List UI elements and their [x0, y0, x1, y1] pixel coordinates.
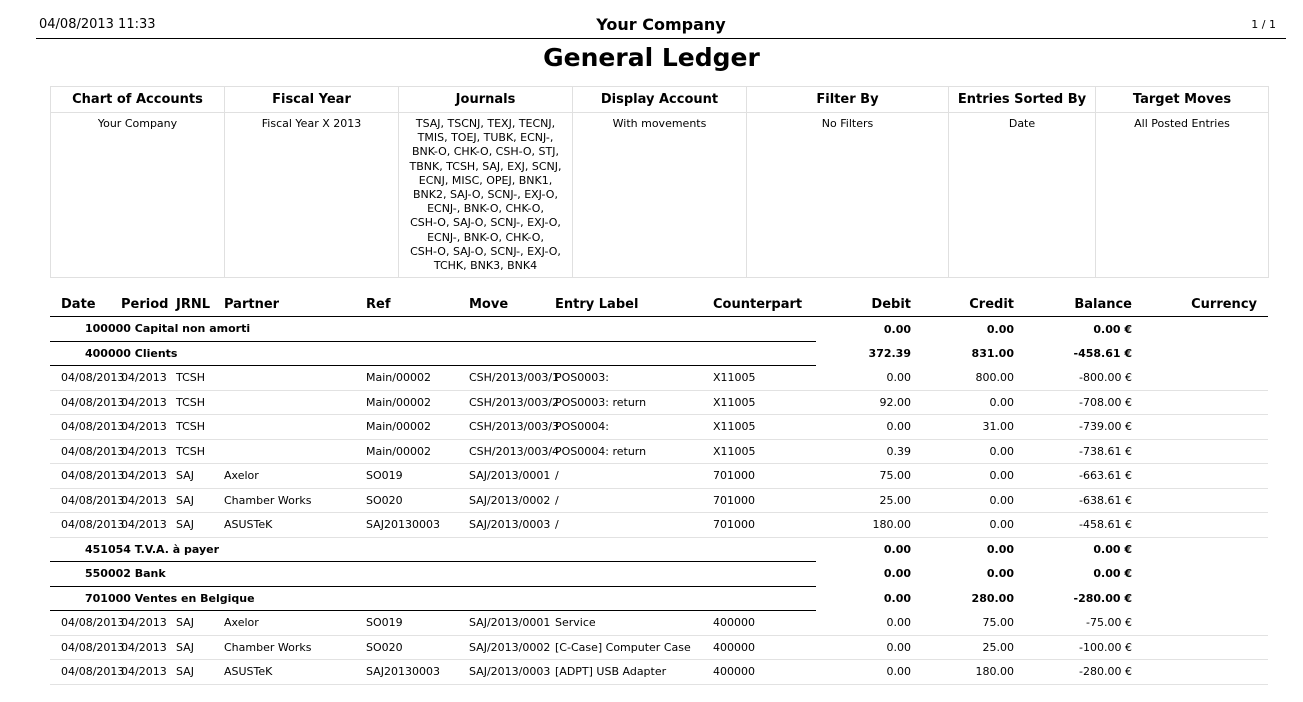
entry-balance: -100.00 € — [1014, 635, 1132, 660]
param-chart: Your Company — [51, 113, 225, 278]
entry-credit: 0.00 — [911, 464, 1014, 489]
entry-counterpart: X11005 — [713, 439, 816, 464]
company-name: Your Company — [596, 15, 726, 34]
entry-currency — [1132, 488, 1268, 513]
entry-counterpart: 701000 — [713, 513, 816, 538]
param-header-sorted-by: Entries Sorted By — [949, 87, 1096, 113]
account-debit: 0.00 — [883, 322, 911, 336]
entry-ref: SO019 — [366, 464, 469, 489]
account-name: 550002 Bank — [50, 562, 816, 587]
entry-partner: Chamber Works — [224, 488, 366, 513]
entry-jrnl: SAJ — [176, 660, 224, 685]
entry-jrnl: SAJ — [176, 611, 224, 636]
entry-move: CSH/2013/003/3 — [469, 415, 555, 440]
entry-date: 04/08/2013 — [50, 635, 121, 660]
entry-ref: Main/00002 — [366, 390, 469, 415]
entry-date: 04/08/2013 — [50, 611, 121, 636]
param-header-chart: Chart of Accounts — [51, 87, 225, 113]
entry-period: 04/2013 — [121, 513, 176, 538]
entry-partner: Chamber Works — [224, 635, 366, 660]
account-credit: 280.00 — [971, 591, 1014, 605]
account-row — [50, 317, 1268, 342]
account-name: 451054 T.V.A. à payer — [50, 537, 816, 562]
entry-ref: SAJ20130003 — [366, 660, 469, 685]
entry-move: CSH/2013/003/2 — [469, 390, 555, 415]
col-ref: Ref — [366, 293, 469, 317]
entry-move: SAJ/2013/0001 — [469, 611, 555, 636]
journal-line: ECNJ-, BNK-O, CHK-O, — [427, 230, 544, 244]
col-period: Period — [121, 293, 176, 317]
account-balance: -458.61 € — [1073, 346, 1132, 360]
entry-label: POS0003: — [555, 366, 713, 391]
account-debit: 0.00 — [883, 591, 911, 605]
print-datetime: 04/08/2013 11:33 — [39, 17, 156, 32]
account-currency — [1132, 586, 1268, 611]
entry-debit: 25.00 — [816, 488, 911, 513]
entry-label: / — [555, 464, 713, 489]
entry-currency — [1132, 415, 1268, 440]
entry-balance: -663.61 € — [1014, 464, 1132, 489]
entry-row — [50, 390, 1268, 415]
entry-debit: 75.00 — [816, 464, 911, 489]
entry-partner: ASUSTeK — [224, 513, 366, 538]
entry-currency — [1132, 464, 1268, 489]
journal-line: TSAJ, TSCNJ, TEXJ, TECNJ, — [415, 117, 556, 130]
col-date: Date — [50, 293, 121, 317]
entry-move: CSH/2013/003/1 — [469, 366, 555, 391]
entry-move: SAJ/2013/0003 — [469, 660, 555, 685]
entry-row — [50, 611, 1268, 636]
account-balance: 0.00 € — [1093, 322, 1132, 336]
account-currency — [1132, 317, 1268, 342]
col-counterpart: Counterpart — [713, 293, 816, 317]
entry-row — [50, 366, 1268, 391]
entry-debit: 0.00 — [816, 660, 911, 685]
entry-period: 04/2013 — [121, 439, 176, 464]
param-header-filter-by: Filter By — [747, 87, 949, 113]
entry-balance: -280.00 € — [1014, 660, 1132, 685]
journal-line: BNK-O, CHK-O, CSH-O, STJ, — [411, 145, 559, 159]
entry-partner — [224, 439, 366, 464]
entry-debit: 0.00 — [816, 366, 911, 391]
account-currency — [1132, 341, 1268, 366]
param-header-target-moves: Target Moves — [1096, 87, 1269, 113]
ledger-table — [50, 293, 1268, 685]
entry-counterpart: 701000 — [713, 464, 816, 489]
col-debit: Debit — [816, 293, 911, 317]
entry-balance: -75.00 € — [1014, 611, 1132, 636]
entry-label: / — [555, 488, 713, 513]
account-debit: 0.00 — [883, 543, 911, 556]
param-header-display-account: Display Account — [573, 87, 747, 113]
entry-debit: 0.39 — [816, 439, 911, 464]
account-credit: 0.00 — [986, 567, 1014, 581]
entry-counterpart: X11005 — [713, 366, 816, 391]
account-credit: 0.00 — [986, 543, 1014, 556]
entry-jrnl: SAJ — [176, 513, 224, 538]
entry-ref: SO020 — [366, 635, 469, 660]
entry-jrnl: SAJ — [176, 635, 224, 660]
entry-partner — [224, 366, 366, 391]
entry-label: [C-Case] Computer Case — [555, 635, 713, 660]
entry-period: 04/2013 — [121, 366, 176, 391]
entry-ref: Main/00002 — [366, 366, 469, 391]
param-journals — [399, 113, 573, 278]
entry-balance: -458.61 € — [1014, 513, 1132, 538]
entry-label: POS0004: return — [555, 439, 713, 464]
entry-jrnl: TCSH — [176, 390, 224, 415]
entry-partner: Axelor — [224, 611, 366, 636]
col-entry-label: Entry Label — [555, 293, 713, 317]
entry-move: SAJ/2013/0002 — [469, 635, 555, 660]
account-currency — [1132, 537, 1268, 562]
entry-counterpart: 400000 — [713, 635, 816, 660]
entry-ref: Main/00002 — [366, 415, 469, 440]
account-balance: 0.00 € — [1093, 567, 1132, 581]
entry-balance: -800.00 € — [1014, 366, 1132, 391]
journal-line: TBNK, TCSH, SAJ, EXJ, SCNJ, — [409, 159, 562, 173]
entry-debit: 92.00 — [816, 390, 911, 415]
entry-partner — [224, 415, 366, 440]
report-header — [36, 14, 1286, 39]
col-balance: Balance — [1014, 293, 1132, 317]
param-fiscal-year: Fiscal Year X 2013 — [225, 113, 399, 278]
journal-line: ECNJ-, BNK-O, CHK-O, — [427, 202, 544, 216]
entry-credit: 75.00 — [911, 611, 1014, 636]
entry-jrnl: TCSH — [176, 366, 224, 391]
entry-label: POS0004: — [555, 415, 713, 440]
entry-debit: 0.00 — [816, 635, 911, 660]
entry-date: 04/08/2013 — [50, 415, 121, 440]
entry-row — [50, 488, 1268, 513]
account-row — [50, 562, 1268, 587]
entry-partner: ASUSTeK — [224, 660, 366, 685]
entry-date: 04/08/2013 — [50, 488, 121, 513]
entry-label: [ADPT] USB Adapter — [555, 660, 713, 685]
entry-move: SAJ/2013/0001 — [469, 464, 555, 489]
account-name: 701000 Ventes en Belgique — [50, 586, 816, 611]
entry-balance: -638.61 € — [1014, 488, 1132, 513]
entry-credit: 25.00 — [911, 635, 1014, 660]
param-filter-by: No Filters — [747, 113, 949, 278]
account-debit: 0.00 — [883, 567, 911, 581]
account-balance: -280.00 € — [1073, 591, 1132, 605]
entry-date: 04/08/2013 — [50, 366, 121, 391]
entry-date: 04/08/2013 — [50, 390, 121, 415]
entry-period: 04/2013 — [121, 464, 176, 489]
journal-line: CSH-O, SAJ-O, SCNJ-, EXJ-O, — [410, 216, 561, 230]
entry-label: / — [555, 513, 713, 538]
entry-row — [50, 415, 1268, 440]
journal-line: BNK2, SAJ-O, SCNJ-, EXJ-O, — [413, 188, 558, 202]
account-row — [50, 586, 1268, 611]
entry-currency — [1132, 611, 1268, 636]
entry-jrnl: SAJ — [176, 464, 224, 489]
col-currency: Currency — [1132, 293, 1268, 317]
entry-currency — [1132, 660, 1268, 685]
entry-row — [50, 660, 1268, 685]
entry-counterpart: X11005 — [713, 415, 816, 440]
entry-debit: 0.00 — [816, 415, 911, 440]
entry-balance: -738.61 € — [1014, 439, 1132, 464]
entry-move: SAJ/2013/0002 — [469, 488, 555, 513]
entry-date: 04/08/2013 — [50, 660, 121, 685]
account-row — [50, 341, 1268, 366]
entry-debit: 0.00 — [816, 611, 911, 636]
account-credit: 831.00 — [971, 346, 1014, 360]
param-target-moves: All Posted Entries — [1096, 113, 1269, 278]
param-header-journals: Journals — [399, 87, 573, 113]
entry-move: CSH/2013/003/4 — [469, 439, 555, 464]
entry-currency — [1132, 635, 1268, 660]
entry-row — [50, 635, 1268, 660]
entry-partner: Axelor — [224, 464, 366, 489]
entry-label: POS0003: return — [555, 390, 713, 415]
entry-ref: Main/00002 — [366, 439, 469, 464]
entry-row — [50, 439, 1268, 464]
entry-credit: 31.00 — [911, 415, 1014, 440]
entry-row — [50, 464, 1268, 489]
entry-date: 04/08/2013 — [50, 513, 121, 538]
entry-ref: SO020 — [366, 488, 469, 513]
report-parameters — [50, 86, 1269, 278]
entry-credit: 0.00 — [911, 513, 1014, 538]
entry-period: 04/2013 — [121, 611, 176, 636]
entry-counterpart: 701000 — [713, 488, 816, 513]
col-jrnl: JRNL — [176, 293, 224, 317]
entry-currency — [1132, 366, 1268, 391]
entry-date: 04/08/2013 — [50, 439, 121, 464]
account-currency — [1132, 562, 1268, 587]
entry-period: 04/2013 — [121, 635, 176, 660]
entry-debit: 180.00 — [816, 513, 911, 538]
entry-credit: 0.00 — [911, 390, 1014, 415]
entry-balance: -739.00 € — [1014, 415, 1132, 440]
col-credit: Credit — [911, 293, 1014, 317]
account-name: 100000 Capital non amorti — [50, 317, 816, 342]
param-display-account: With movements — [573, 113, 747, 278]
col-partner: Partner — [224, 293, 366, 317]
entry-currency — [1132, 439, 1268, 464]
entry-counterpart: 400000 — [713, 611, 816, 636]
entry-period: 04/2013 — [121, 488, 176, 513]
entry-credit: 800.00 — [911, 366, 1014, 391]
entry-credit: 180.00 — [911, 660, 1014, 685]
entry-currency — [1132, 390, 1268, 415]
entry-period: 04/2013 — [121, 415, 176, 440]
entry-ref: SO019 — [366, 611, 469, 636]
entry-move: SAJ/2013/0003 — [469, 513, 555, 538]
entry-counterpart: 400000 — [713, 660, 816, 685]
journal-line: ECNJ, MISC, OPEJ, BNK1, — [418, 173, 553, 187]
entry-period: 04/2013 — [121, 390, 176, 415]
report-title: General Ledger — [543, 43, 760, 72]
account-row — [50, 537, 1268, 562]
entry-jrnl: SAJ — [176, 488, 224, 513]
account-debit: 372.39 — [868, 346, 911, 360]
journal-line: CSH-O, SAJ-O, SCNJ-, EXJ-O, — [410, 244, 561, 258]
entry-date: 04/08/2013 — [50, 464, 121, 489]
entry-row — [50, 513, 1268, 538]
entry-currency — [1132, 513, 1268, 538]
param-header-fiscal-year: Fiscal Year — [225, 87, 399, 113]
entry-jrnl: TCSH — [176, 439, 224, 464]
journal-line: TMIS, TOEJ, TUBK, ECNJ-, — [417, 131, 554, 145]
account-credit: 0.00 — [986, 322, 1014, 336]
entry-credit: 0.00 — [911, 439, 1014, 464]
account-name: 400000 Clients — [50, 341, 816, 366]
entry-period: 04/2013 — [121, 660, 176, 685]
journal-line: TCHK, BNK3, BNK4 — [433, 259, 538, 273]
entry-partner — [224, 390, 366, 415]
page-number: 1 / 1 — [1251, 18, 1276, 31]
entry-credit: 0.00 — [911, 488, 1014, 513]
entry-balance: -708.00 € — [1014, 390, 1132, 415]
entry-ref: SAJ20130003 — [366, 513, 469, 538]
ledger-header-row — [50, 293, 1268, 317]
entry-jrnl: TCSH — [176, 415, 224, 440]
entry-label: Service — [555, 611, 713, 636]
entry-counterpart: X11005 — [713, 390, 816, 415]
col-move: Move — [469, 293, 555, 317]
account-balance: 0.00 € — [1093, 543, 1132, 556]
param-sorted-by: Date — [949, 113, 1096, 278]
